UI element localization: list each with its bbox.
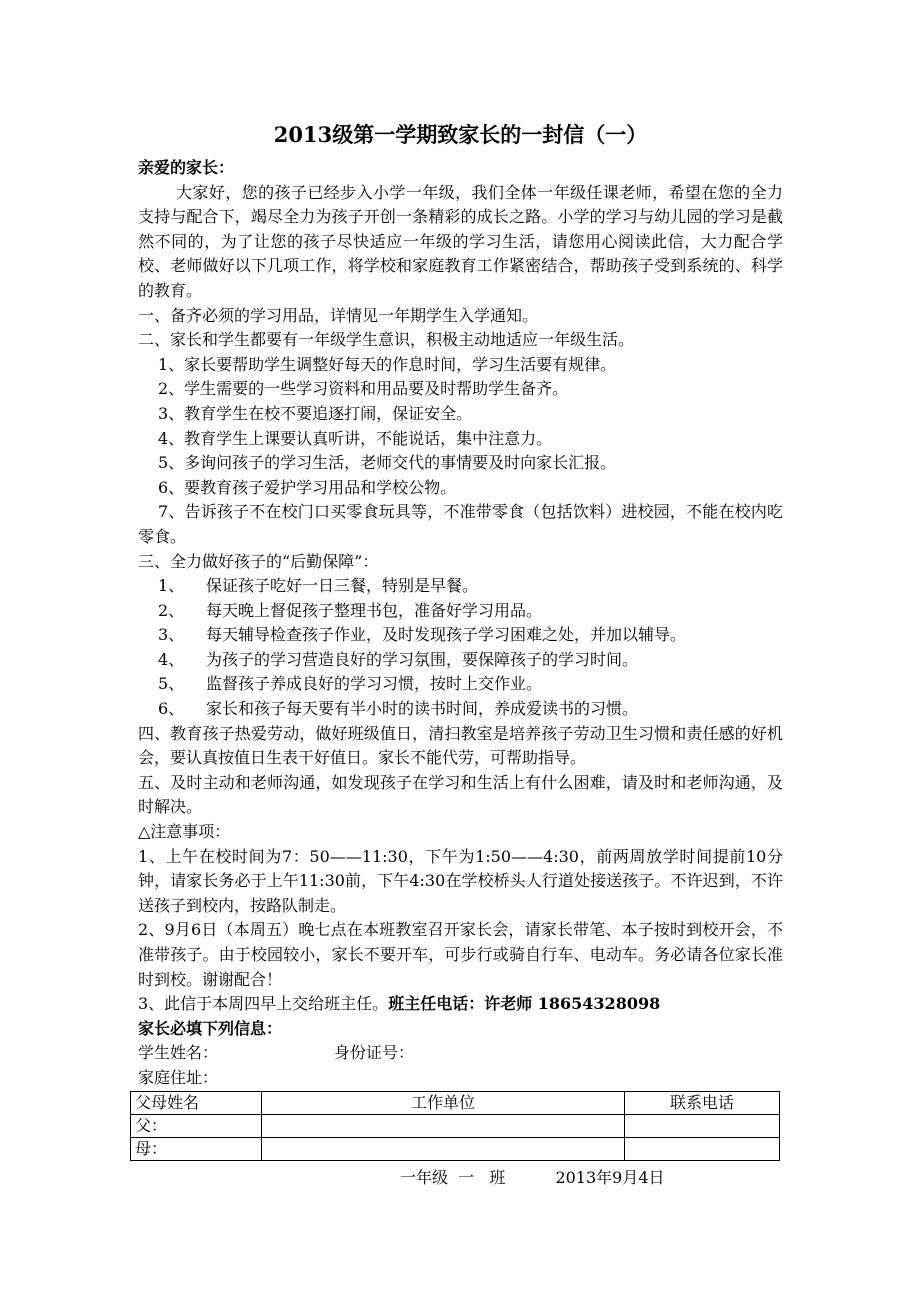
item-text: 监督孩子养成良好的学习习惯，按时上交作业。 xyxy=(206,674,543,694)
table-cell[interactable] xyxy=(625,1114,780,1137)
table-cell: 父： xyxy=(131,1114,262,1137)
class-label: 一年级 一 班 xyxy=(400,1167,506,1187)
table-header: 父母姓名 xyxy=(131,1091,262,1114)
signature xyxy=(138,1165,783,1191)
item-number: 1、 xyxy=(158,576,185,596)
item-number: 6、 xyxy=(158,699,185,719)
item-number: 4、 xyxy=(158,649,185,669)
item-text: 每天辅导检查孩子作业，及时发现孩子学习困难之处，并加以辅导。 xyxy=(206,625,687,645)
teacher-contact: 班主任电话：许老师 18654328098 xyxy=(388,994,661,1014)
section-2-item: 4、教育学生上课要认真听讲，不能说话，集中注意力。 xyxy=(158,428,553,448)
item-number: 2、 xyxy=(158,600,185,620)
form-heading: 家长必填下列信息： xyxy=(138,1018,283,1038)
table-header-row xyxy=(131,1091,780,1114)
item-text: 每天晚上督促孩子整理书包，准备好学习用品。 xyxy=(206,600,543,620)
section-2-item: 2、学生需要的一些学习资料和用品要及时帮助学生备齐。 xyxy=(158,379,569,399)
table-row xyxy=(131,1114,780,1137)
letter-page xyxy=(135,120,783,1191)
parent-info-table xyxy=(130,1091,780,1161)
section-2-item: 7、告诉孩子不在校门口买零食玩具等，不准带零食（包括饮料）进校园，不能在校内吃零食。 xyxy=(138,502,783,546)
letter-date: 2013年9月4日 xyxy=(555,1167,665,1187)
section-2-item: 3、教育学生在校不要追逐打闹，保证安全。 xyxy=(158,403,473,423)
student-name-label: 学生姓名： xyxy=(138,1043,219,1063)
table-cell[interactable] xyxy=(625,1137,780,1160)
id-number-label: 身份证号： xyxy=(334,1043,415,1063)
item-text: 家长和孩子每天要有半小时的读书时间，养成爱读书的习惯。 xyxy=(206,699,639,719)
note-2: 2、9月6日（本周五）晚七点在本班教室召开家长会，请家长带笔、本子按时到校开会，不准带孩子。由于校园较小，家长不要开车，可步行或骑自行车、电动车。务必请各位家长准时到校。谢谢配合！ xyxy=(138,920,783,989)
greeting: 亲爱的家长： xyxy=(138,158,235,177)
section-1: 一、备齐必须的学习用品，详情见一年期学生入学通知。 xyxy=(138,305,539,325)
section-2-item: 6、要教育孩子爱护学习用品和学校公物。 xyxy=(158,477,457,497)
table-cell[interactable] xyxy=(262,1114,625,1137)
address-label: 家庭住址： xyxy=(138,1067,219,1087)
notes-heading: △注意事项： xyxy=(138,822,231,842)
section-3-item xyxy=(138,648,783,673)
table-cell[interactable] xyxy=(262,1137,625,1160)
section-3-heading: 三、全力做好孩子的“后勤保障”： xyxy=(138,551,379,571)
section-3-item xyxy=(138,574,783,599)
item-number: 5、 xyxy=(158,674,185,694)
letter-title: 2013级第一学期致家长的一封信（一） xyxy=(273,122,648,147)
note-3-text: 3、此信于本周四早上交给班主任。 xyxy=(138,994,389,1014)
item-text: 为孩子的学习营造良好的学习氛围，要保障孩子的学习时间。 xyxy=(206,649,639,669)
section-5: 五、及时主动和老师沟通，如发现孩子在学习和生活上有什么困难，请及时和老师沟通，及时解决。 xyxy=(138,772,783,817)
note-1: 1、上午在校时间为7：50——11:30，下午为1:50——4:30，前两周放学时间提前10分钟，请家长务必于上午11:30前，下午4:30在学校桥头人行道处接送孩子。不许迟到，不许送孩子到校内，按路队制走。 xyxy=(138,846,783,915)
table-row xyxy=(131,1137,780,1160)
table-cell: 母： xyxy=(131,1137,262,1160)
intro-paragraph: 大家好，您的孩子已经步入小学一年级，我们全体一年级任课老师，希望在您的全力支持与配合下，竭尽全力为孩子开创一条精彩的成长之路。小学的学习与幼儿园的学习是截然不同的，为了让您的孩子尽快适应一年级的学习生活，请您用心阅读此信，大力配合学校、老师做好以下几项工作，将学校和家庭教育工作紧密结合，帮助孩子受到系统的、科学的教育。 xyxy=(138,182,783,300)
table-header: 工作单位 xyxy=(262,1091,625,1114)
section-4: 四、教育孩子热爱劳动，做好班级值日，清扫教室是培养孩子劳动卫生习惯和责任感的好机会，要认真按值日生表干好值日。家长不能代劳，可帮助指导。 xyxy=(138,723,783,768)
item-text: 保证孩子吃好一日三餐，特别是早餐。 xyxy=(206,576,479,596)
section-3-item xyxy=(138,623,783,648)
table-header: 联系电话 xyxy=(625,1091,780,1114)
section-3-item xyxy=(138,672,783,697)
section-2-heading: 二、家长和学生都要有一年级学生意识，积极主动地适应一年级生活。 xyxy=(138,330,635,350)
section-2-item: 1、家长要帮助学生调整好每天的作息时间，学习生活要有规律。 xyxy=(158,354,617,374)
section-3-item xyxy=(138,599,783,624)
note-3 xyxy=(138,992,783,1017)
student-info-row xyxy=(138,1041,783,1066)
item-number: 3、 xyxy=(158,625,185,645)
section-3-item xyxy=(138,697,783,722)
section-2-item: 5、多询问孩子的学习生活，老师交代的事情要及时向家长汇报。 xyxy=(158,453,617,473)
